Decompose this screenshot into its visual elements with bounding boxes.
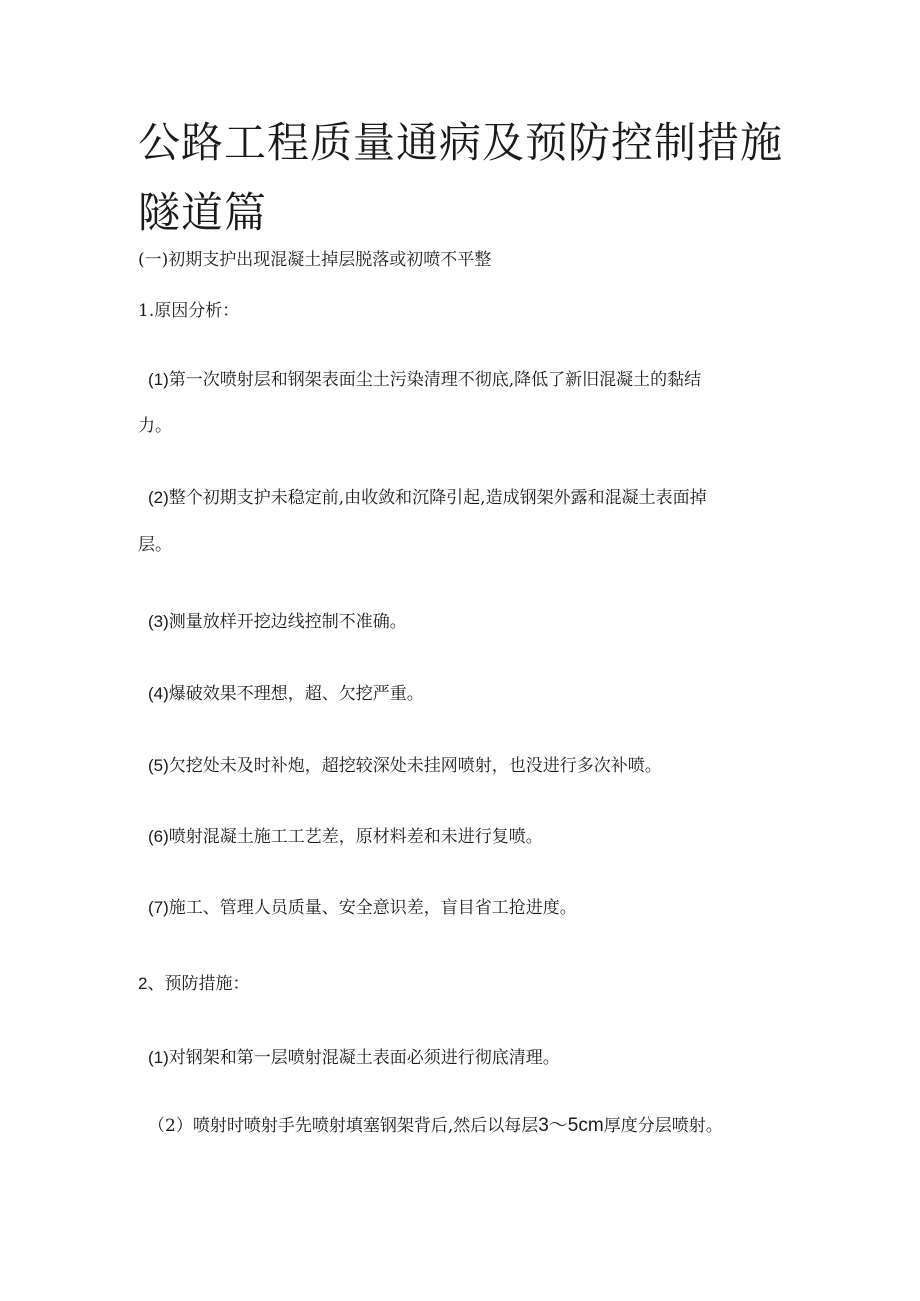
- measure-item-1: [148, 1046, 560, 1070]
- measure-item-number: (1): [148, 1048, 169, 1067]
- cause-item-number: (2): [148, 488, 169, 507]
- prevention-heading-number: 2: [138, 974, 148, 993]
- cause-item-text: 测量放样开挖边线控制不准确。: [168, 612, 407, 632]
- cause-item-text: 整个初期支护未稳定前,由收敛和沉降引起,造成钢架外露和混凝土表面掉: [168, 488, 707, 508]
- cause-item-number: (3): [148, 612, 169, 631]
- document-subtitle: 隧道篇: [138, 188, 268, 237]
- measure-item-number: （2）: [148, 1116, 193, 1136]
- cause-item-text: 爆破效果不理想，超、欠挖严重。: [168, 684, 424, 704]
- cause-item-3: [148, 610, 407, 634]
- cause-item-1-continuation: 力。: [138, 416, 172, 436]
- measure-item-value: 3～5cm: [538, 1115, 604, 1136]
- cause-item-text: 施工、管理人员质量、安全意识差，盲目省工抢进度。: [168, 898, 577, 918]
- measure-item-text: 对钢架和第一层喷射混凝土表面必须进行彻底清理。: [168, 1048, 560, 1068]
- cause-item-number: (5): [148, 756, 169, 775]
- measure-item-tail: 厚度分层喷射。: [603, 1116, 723, 1136]
- cause-item-6: [148, 825, 543, 849]
- prevention-heading: [138, 972, 249, 996]
- measure-item-text: 喷射时喷射手先喷射填塞钢架背后,然后以每层: [192, 1116, 539, 1136]
- prevention-heading-text: 、预防措施：: [147, 974, 250, 994]
- measure-item-2: [148, 1114, 723, 1138]
- document-title: 公路工程质量通病及预防控制措施: [138, 118, 784, 167]
- cause-item-number: (1): [148, 370, 169, 389]
- cause-item-1: [148, 368, 701, 392]
- cause-item-number: (7): [148, 898, 169, 917]
- cause-item-2: [148, 486, 707, 510]
- cause-item-4: [148, 682, 424, 706]
- cause-item-number: (6): [148, 827, 169, 846]
- cause-item-5: [148, 754, 662, 778]
- cause-item-text: 欠挖处未及时补炮，超挖较深处未挂网喷射，也没进行多次补喷。: [168, 756, 662, 776]
- cause-item-text: 喷射混凝土施工工艺差，原材料差和未进行复喷。: [168, 827, 543, 847]
- section-heading: (一)初期支护出现混凝土掉层脱落或初喷不平整: [138, 250, 492, 270]
- cause-analysis-heading: 1.原因分析：: [138, 301, 240, 321]
- cause-item-number: (4): [148, 684, 169, 703]
- cause-item-text: 第一次喷射层和钢架表面尘土污染清理不彻底,降低了新旧混凝土的黏结: [168, 370, 702, 390]
- cause-item-2-continuation: 层。: [138, 535, 172, 555]
- cause-item-7: [148, 896, 577, 920]
